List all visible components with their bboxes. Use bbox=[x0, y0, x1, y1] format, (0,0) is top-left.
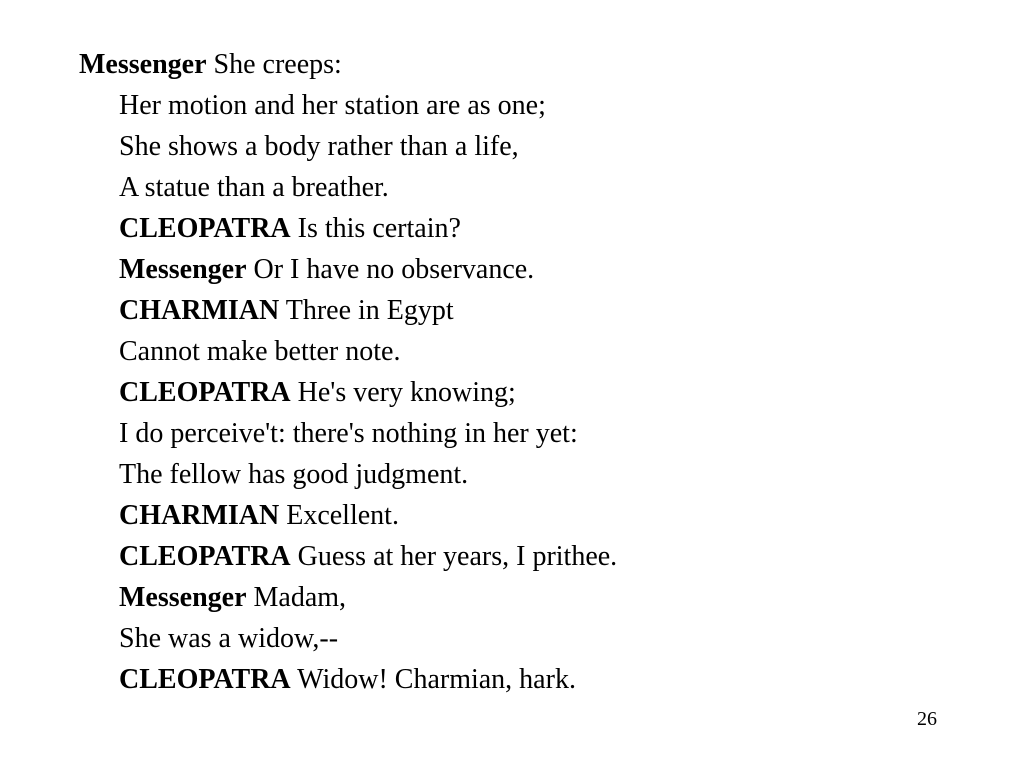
speaker-name: CLEOPATRA bbox=[119, 213, 291, 244]
script-line bbox=[79, 536, 979, 577]
dialogue-text: Madam, bbox=[253, 582, 347, 613]
script-line bbox=[79, 249, 979, 290]
script-line bbox=[79, 290, 979, 331]
dialogue-text: Widow! Charmian, hark. bbox=[297, 664, 576, 695]
script-line bbox=[79, 44, 979, 85]
dialogue-text: Excellent. bbox=[286, 500, 399, 531]
script-line bbox=[79, 454, 979, 495]
dialogue-text: The fellow has good judgment. bbox=[119, 459, 469, 490]
script-line bbox=[79, 372, 979, 413]
dialogue-text: Or I have no observance. bbox=[253, 254, 535, 285]
speaker-name: Messenger bbox=[79, 49, 207, 80]
dialogue-text: Three in Egypt bbox=[285, 295, 454, 326]
script-line bbox=[79, 659, 979, 700]
script-line bbox=[79, 167, 979, 208]
script-line bbox=[79, 126, 979, 167]
speaker-name: CLEOPATRA bbox=[119, 664, 291, 695]
speaker-name: Messenger bbox=[119, 582, 247, 613]
dialogue-text: Her motion and her station are as one; bbox=[119, 90, 546, 121]
speaker-name: CLEOPATRA bbox=[119, 541, 291, 572]
dialogue-text: She creeps: bbox=[213, 49, 342, 80]
speaker-name: CLEOPATRA bbox=[119, 377, 291, 408]
speaker-name: CHARMIAN bbox=[119, 500, 280, 531]
speaker-name: Messenger bbox=[119, 254, 247, 285]
script-line bbox=[79, 577, 979, 618]
script-line bbox=[79, 413, 979, 454]
dialogue-text: She was a widow,-- bbox=[119, 623, 339, 654]
speaker-name: CHARMIAN bbox=[119, 295, 280, 326]
script-line bbox=[79, 85, 979, 126]
script-body bbox=[79, 44, 979, 700]
page-number: 26 bbox=[917, 708, 937, 730]
script-line bbox=[79, 495, 979, 536]
dialogue-text: I do perceive't: there's nothing in her yet: bbox=[119, 418, 578, 449]
dialogue-text: Guess at her years, I prithee. bbox=[297, 541, 618, 572]
script-line bbox=[79, 331, 979, 372]
dialogue-text: A statue than a breather. bbox=[119, 172, 389, 203]
dialogue-text: He's very knowing; bbox=[297, 377, 516, 408]
script-line bbox=[79, 208, 979, 249]
dialogue-text: She shows a body rather than a life, bbox=[119, 131, 519, 162]
dialogue-text: Cannot make better note. bbox=[119, 336, 401, 367]
dialogue-text: Is this certain? bbox=[297, 213, 461, 244]
script-line bbox=[79, 618, 979, 659]
